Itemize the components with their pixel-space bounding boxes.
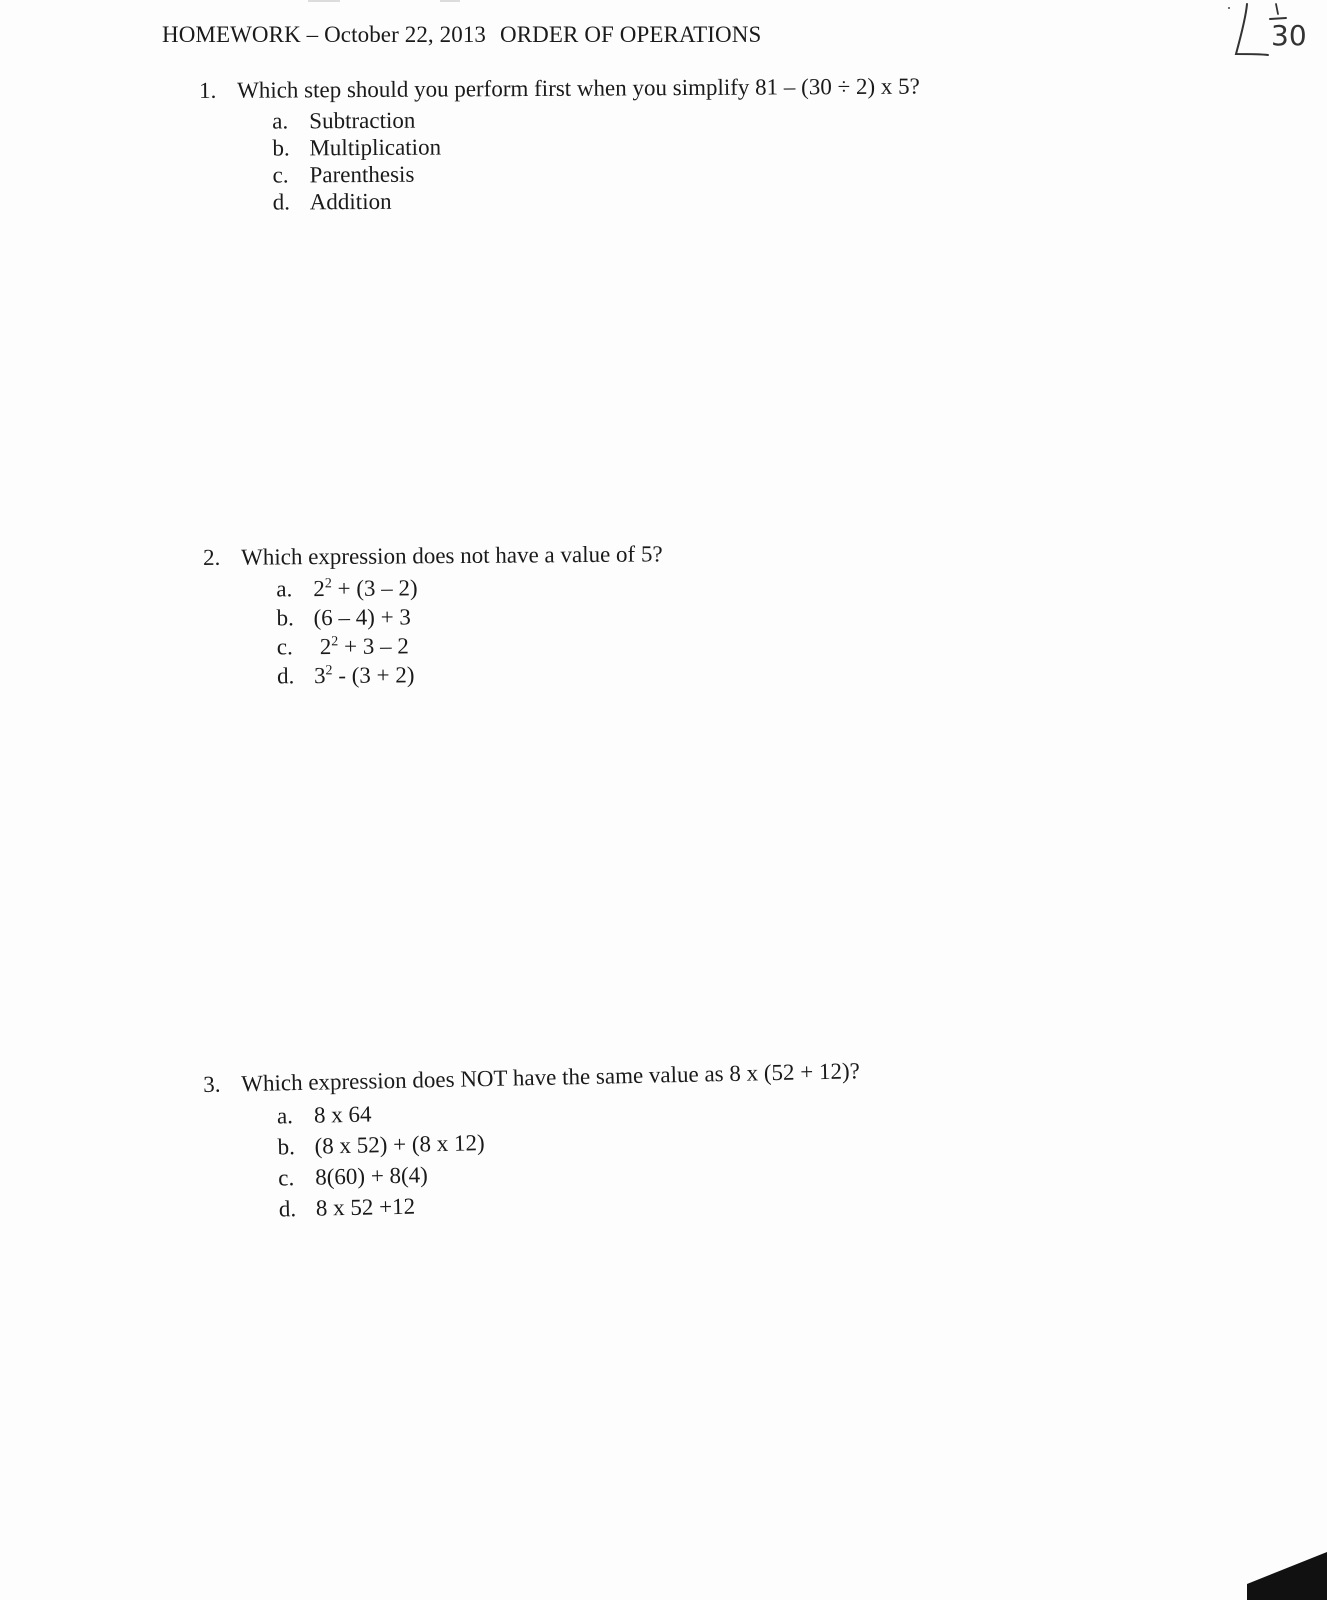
option-letter: b. xyxy=(272,135,290,161)
option-text: 8(60) + 8(4) xyxy=(314,1162,429,1190)
option-letter: c. xyxy=(277,1165,295,1191)
option-text: 8 x 52 +12 xyxy=(315,1193,416,1221)
option-letter: d. xyxy=(276,663,295,689)
exponent-base: 2 xyxy=(313,576,325,602)
answer-options xyxy=(199,104,920,216)
option-text xyxy=(313,573,418,603)
option-text xyxy=(314,660,415,690)
option-letter: b. xyxy=(277,1134,296,1160)
question-prompt: Which expression does NOT have the same value as 8 x (52 + 12)? xyxy=(240,1058,861,1097)
question-prompt: Which expression does not have a value of 5? xyxy=(240,541,663,570)
option-c xyxy=(273,158,921,189)
question-number: 2. xyxy=(203,544,221,570)
option-letter: d. xyxy=(278,1196,297,1222)
header-title: HOMEWORK – October 22, 2013 xyxy=(162,22,487,47)
question-3 xyxy=(203,1058,863,1226)
option-letter: b. xyxy=(276,605,294,631)
exponent: 2 xyxy=(325,663,333,679)
option-d xyxy=(277,658,664,690)
exponent-base: 2 xyxy=(319,633,332,660)
question-prompt-line xyxy=(199,74,920,104)
exponent: 2 xyxy=(331,634,339,650)
option-text: Parenthesis xyxy=(309,161,415,188)
option-text: 8 x 64 xyxy=(313,1101,372,1128)
option-letter: d. xyxy=(272,189,291,215)
scan-corner-shadow xyxy=(1247,1540,1327,1600)
header-topic: ORDER OF OPERATIONS xyxy=(500,22,762,47)
answer-options xyxy=(204,1088,863,1226)
option-text: Subtraction xyxy=(309,107,416,134)
option-d xyxy=(273,185,921,216)
option-letter: c. xyxy=(272,162,289,188)
option-b xyxy=(276,600,663,632)
option-a xyxy=(276,571,663,603)
option-text: Addition xyxy=(309,188,392,215)
answer-options xyxy=(203,571,663,691)
option-text: (6 – 4) + 3 xyxy=(313,604,411,631)
expression-rest: - (3 + 2) xyxy=(332,662,415,688)
option-letter: a. xyxy=(272,108,289,134)
question-number: 1. xyxy=(199,77,217,103)
scan-smudge xyxy=(300,0,480,4)
score-denominator: 30 xyxy=(1271,19,1307,52)
question-prompt: Which step should you perform first when you simplify 81 – (30 ÷ 2) x 5? xyxy=(236,73,920,103)
option-letter: c. xyxy=(276,634,293,660)
exponent-base: 3 xyxy=(313,663,326,689)
option-letter: a. xyxy=(276,576,293,602)
handwritten-score xyxy=(1226,2,1326,62)
question-number: 3. xyxy=(203,1071,221,1097)
option-a xyxy=(272,104,920,135)
question-1 xyxy=(199,74,921,216)
expression-rest: + (3 – 2) xyxy=(331,575,418,601)
option-text xyxy=(314,631,409,661)
option-text: (8 x 52) + (8 x 12) xyxy=(314,1130,485,1159)
option-text: Multiplication xyxy=(309,134,442,161)
question-2 xyxy=(203,541,664,691)
question-prompt-line xyxy=(203,541,663,571)
option-b xyxy=(272,131,920,162)
expression-rest: + 3 – 2 xyxy=(338,633,409,659)
option-letter: a. xyxy=(276,1103,294,1129)
option-c xyxy=(277,629,664,661)
worksheet-header xyxy=(162,22,761,48)
exponent: 2 xyxy=(324,576,332,592)
